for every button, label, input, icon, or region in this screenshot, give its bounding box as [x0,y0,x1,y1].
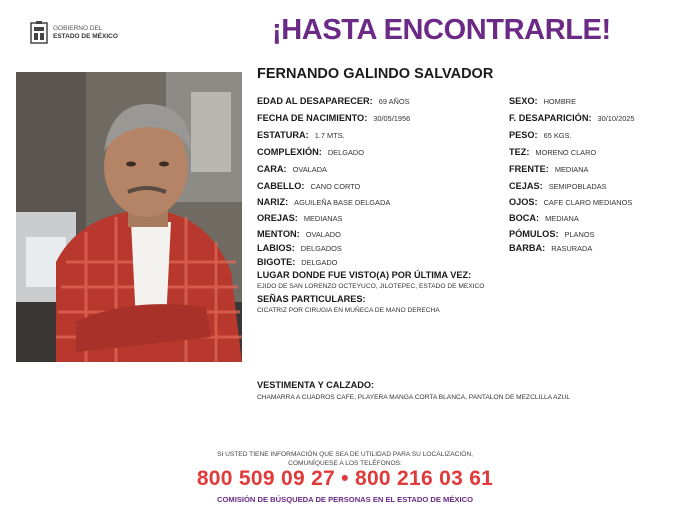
field-nariz [257,197,390,208]
field-value: PLANOS [564,230,595,239]
field-pomulos [509,229,595,240]
logo-line-2: ESTADO DE MÉXICO [53,33,118,40]
field-value: 69 AÑOS [378,97,410,106]
field-label: SEXO: [509,96,538,106]
field-fecha-desaparicion [509,113,635,124]
phone-number-1[interactable]: 800 509 09 27 [196,467,336,490]
field-label: FECHA DE NACIMIENTO: [257,113,368,123]
field-value: 1.7 MTS. [314,131,345,140]
field-menton [257,229,341,240]
field-label: NARIZ: [257,197,289,207]
field-label: FRENTE: [509,164,549,174]
field-barba [509,243,592,254]
clothing-label: VESTIMENTA Y CALZADO: [257,380,375,390]
field-estatura [257,130,345,141]
headline: ¡HASTA ENCONTRARLE! [272,14,611,46]
phone-separator: • [341,467,349,490]
field-frente [509,164,589,175]
clothing-value: CHAMARRA A CUADROS CAFE, PLAYERA MANGA CORTA BLANCA, PANTALON DE MEZCLILLA AZUL [257,394,571,401]
person-photo-illustration [16,72,242,362]
field-label: CABELLO: [257,181,305,191]
field-label: BIGOTE: [257,257,296,267]
marks-value: CICATRIZ POR CIRUGIA EN MUÑECA DE MANO DERECHA [257,307,440,314]
field-label: OREJAS: [257,213,298,223]
field-label: MENTON: [257,229,300,239]
field-complexion [257,147,364,158]
field-value: SEMIPOBLADAS [548,182,607,191]
field-label: PÓMULOS: [509,229,559,239]
field-value: OVALADA [292,165,327,174]
field-label: CEJAS: [509,181,543,191]
field-value: 65 KGS. [543,131,572,140]
field-orejas [257,213,342,224]
field-value: DELGADOS [300,244,342,253]
last-seen-label: LUGAR DONDE FUE VISTO(A) POR ÚLTIMA VEZ: [257,270,472,280]
field-cara [257,164,327,175]
field-edad [257,96,410,107]
field-value: AGUILEÑA BASE DELGADA [294,198,391,207]
field-bigote [257,257,337,268]
field-value: MEDIANA [554,165,589,174]
field-ojos [509,197,632,208]
field-value: DELGADO [301,258,338,267]
field-label: LABIOS: [257,243,295,253]
last-seen-value: EJIDO DE SAN LORENZO OCTEYUCO, JILOTEPEC, ESTADO DE MEXICO [257,283,485,290]
field-value: DELGADO [327,148,364,157]
field-cejas [509,181,607,192]
field-value: CAFE CLARO MEDIANOS [543,198,633,207]
footer-info-line-1: SI USTED TIENE INFORMACIÓN QUE SEA DE UTILIDAD PARA SU LOCALIZACIÓN, [217,451,473,458]
phone-number-2[interactable]: 800 216 03 61 [354,467,494,490]
field-labios [257,243,342,254]
person-photo [16,72,242,362]
state-seal-icon [30,21,48,45]
government-logo [30,18,140,48]
field-value: HOMBRE [543,97,577,106]
field-value: MORENO CLARO [535,148,597,157]
field-label: TEZ: [509,147,530,157]
field-label: CARA: [257,164,287,174]
field-value: MEDIANAS [303,214,343,223]
field-sexo [509,96,576,107]
field-tez [509,147,596,158]
field-label: OJOS: [509,197,538,207]
field-fecha-nacimiento [257,113,410,124]
field-value: 30/10/2025 [597,114,635,123]
logo-line-1: GOBIERNO DEL [53,25,103,32]
field-value: MEDIANA [545,214,579,223]
field-label: EDAD AL DESAPARECER: [257,96,373,106]
field-value: CANO CORTO [310,182,361,191]
phone-numbers [0,467,690,491]
field-label: BARBA: [509,243,546,253]
field-cabello [257,181,360,192]
field-label: BOCA: [509,213,540,223]
field-value: 30/05/1956 [373,114,411,123]
commission-name: COMISIÓN DE BÚSQUEDA DE PERSONAS EN EL ESTADO DE MÉXICO [217,495,473,504]
field-boca [509,213,579,224]
field-value: RASURADA [551,244,593,253]
field-peso [509,130,572,141]
field-label: COMPLEXIÓN: [257,147,322,157]
person-name: FERNANDO GALINDO SALVADOR [257,66,494,82]
field-value: OVALADO [305,230,341,239]
field-label: PESO: [509,130,538,140]
footer-info-line-2: COMUNÍQUESE A LOS TELÉFONOS: [288,460,402,467]
field-label: ESTATURA: [257,130,309,140]
marks-label: SEÑAS PARTICULARES: [257,294,366,304]
field-label: F. DESAPARICIÓN: [509,113,592,123]
